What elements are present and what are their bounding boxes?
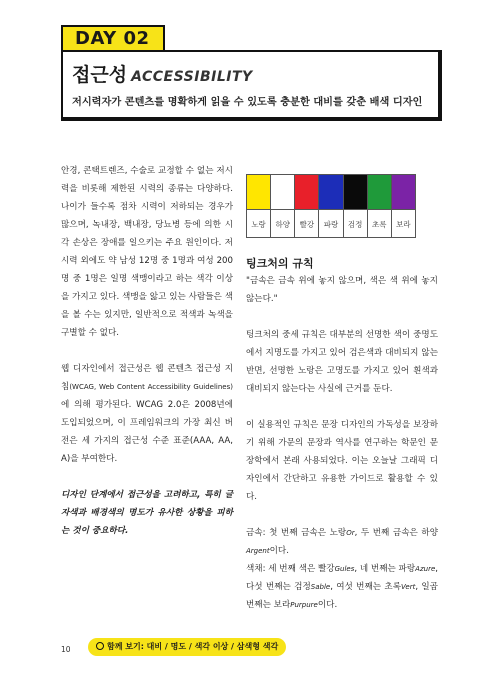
colors-text: , 네 번째는 파랑 bbox=[354, 564, 416, 574]
swatch-color bbox=[344, 175, 367, 210]
swatch-color bbox=[368, 175, 391, 210]
colors-text: 색채: 세 번째 색은 빨강 bbox=[246, 564, 335, 574]
title-english: ACCESSIBILITY bbox=[131, 69, 253, 85]
swatch-label: 파랑 bbox=[323, 220, 339, 229]
right-column bbox=[246, 272, 438, 614]
see-also-tag bbox=[88, 638, 286, 656]
metals-text: 금속: 첫 번째 금속은 노랑 bbox=[246, 528, 347, 538]
swatch-white bbox=[271, 175, 295, 237]
swatch-yellow bbox=[247, 175, 271, 237]
term-or: Or bbox=[346, 529, 355, 537]
see-also-text: 함께 보기: 대비 / 명도 / 색각 이상 / 삼색형 색각 bbox=[107, 642, 279, 651]
swatch-color bbox=[392, 175, 415, 210]
search-icon bbox=[96, 642, 104, 650]
term-purpure: Purpure bbox=[290, 601, 318, 609]
metals-text: 이다. bbox=[269, 546, 289, 556]
swatch-black bbox=[344, 175, 368, 237]
swatch-color bbox=[247, 175, 270, 210]
swatch-label: 빨강 bbox=[299, 220, 315, 229]
swatch-red bbox=[295, 175, 319, 237]
page-subtitle: 저시력자가 콘텐츠를 명확하게 읽을 수 있도록 충분한 대비를 갖춘 배색 디자인 bbox=[72, 97, 423, 108]
emphasis-paragraph: 디자인 단계에서 접근성을 고려하고, 특히 글자색과 배경색의 명도가 유사한 상황을 피하는 것이 중요하다. bbox=[61, 490, 233, 536]
wcag-text-a: 웹 디자인에서 접근성은 웹 콘텐츠 접근성 지침 bbox=[61, 364, 233, 392]
term-azure: Azure bbox=[415, 565, 436, 573]
term-argent: Argent bbox=[246, 547, 270, 555]
page-title bbox=[72, 60, 253, 87]
colors-text: , 다섯 번째는 검정 bbox=[246, 564, 438, 592]
colors-text: , 일곱 번째는 보라 bbox=[246, 582, 438, 610]
term-vert: Vert bbox=[401, 583, 416, 591]
swatch-label: 보라 bbox=[396, 220, 411, 229]
swatch-label: 초록 bbox=[372, 220, 387, 229]
title-korean: 접근성 bbox=[72, 64, 128, 86]
day-badge: DAY 02 bbox=[61, 25, 165, 52]
colors-text: , 여섯 번째는 초록 bbox=[330, 582, 402, 592]
wcag-abbrev: (WCAG, Web Content Accessibility Guidelines) bbox=[69, 383, 233, 391]
term-gules: Gules bbox=[334, 565, 355, 573]
colors-text: 이다. bbox=[317, 600, 338, 610]
swatch-color bbox=[295, 175, 318, 210]
term-sable: Sable bbox=[310, 583, 331, 591]
swatch-color bbox=[271, 175, 294, 210]
paragraph-heraldry: 이 실용적인 규칙은 문장 디자인의 가독성을 보장하기 위해 가문의 문장과 역사를 연구하는 학문인 문장학에서 본래 사용되었다. 이는 오늘날 그래픽 디자인에서 간단하고 유용한 가이드로 활용할 수 있다. bbox=[246, 420, 438, 502]
paragraph-tincture-rule: 팅크처의 중세 규칙은 대부분의 선명한 색이 중명도에서 지명도를 가지고 있어 검은색과 대비되지 않는 반면, 선명한 노랑은 고명도를 가지고 있어 흰색과 대비되지 않는다는 사실에 근거를 둔다. bbox=[246, 330, 438, 394]
left-column bbox=[61, 162, 233, 540]
swatch-blue bbox=[319, 175, 343, 237]
swatch-label: 하양 bbox=[275, 220, 290, 229]
wcag-text-c: 에 의해 평가된다. WCAG 2.0은 2008년에 도입되었으며, 이 프레임워크의 가장 최신 버전은 세 가지의 접근성 수준 표준(AAA, AA, A)을 부여한다. bbox=[61, 400, 233, 464]
swatch-color bbox=[319, 175, 342, 210]
rule-heading: 팅크처의 규칙 bbox=[246, 257, 314, 270]
metals-text: , 두 번째 금속은 하양 bbox=[354, 528, 438, 538]
swatch-label: 검정 bbox=[347, 220, 363, 229]
swatch-purple bbox=[392, 175, 415, 237]
paragraph-low-vision: 안경, 콘택트렌즈, 수술로 교정할 수 없는 저시력을 비롯해 제한된 시력의 종류는 다양하다. 나이가 들수록 점차 시력이 저하되는 경우가 많으며, 녹내장, 백내장, 당뇨병 등에 의한 시각 손상은 장애를 일으키는 주요 원인이다. 저시력 외에도 약 남성 12명 중 1명과 여성 200명 중 1명은 일명 색맹이라고 하는 색각 이상을 가지고 있다. 색맹을 앓고 있는 사람들은 색을 볼 수는 있지만, 일반적으로 적색과 녹색을 구별할 수 없다. bbox=[61, 166, 233, 338]
paragraph-colors bbox=[246, 560, 438, 614]
quote: "금속은 금속 위에 놓지 않으며, 색은 색 위에 놓지 않는다." bbox=[246, 276, 438, 304]
swatch-label: 노랑 bbox=[251, 220, 266, 229]
paragraph-wcag bbox=[61, 360, 233, 468]
swatch-green bbox=[368, 175, 392, 237]
paragraph-metals bbox=[246, 524, 438, 560]
page-number: 10 bbox=[61, 645, 71, 654]
color-swatch-chart bbox=[246, 174, 416, 238]
